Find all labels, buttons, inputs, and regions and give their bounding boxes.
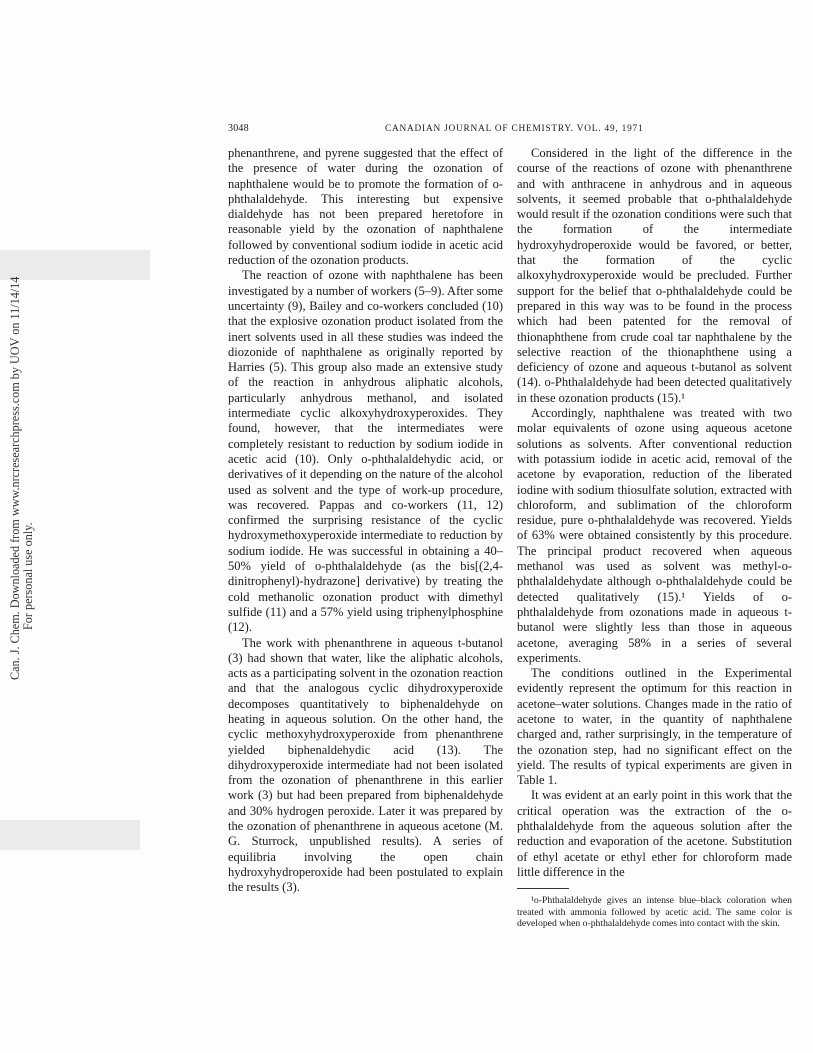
paragraph: phenanthrene, and pyrene suggested that the effect of the presence of water during the ozonation of naphthalene would be to promote the formation of o-phthalaldehyde. This interesting but expensive dialdehyde has not been prepared heretofore in reasonable yield by the ozonation of naphthalene followed by conventional sodium iodide in acetic acid reduction of the ozonation products. [228, 146, 503, 268]
paragraph: Accordingly, naphthalene was treated with two molar equivalents of ozone using aqueous acetone solutions as solvents. After conventional reduction with potassium iodide in acetic acid, removal of the acetone by evaporation, reduction of the liberated iodine with sodium thiosulfate solution, extracted with chloroform, and sublimation of the chloroform residue, pure o-phthalaldehyde was recovered. Yields of 63% were obtained consistently by this procedure. The principal product recovered when aqueous methanol was used as solvent was methyl-o-phthalaldehydate although o-phthalaldehyde could be detected qualitatively (15).¹ Yields of o-phthalaldehyde from ozonations made in aqueous t-butanol were slightly less than those in aqueous acetone, averaging 58% in a series of several experiments. [517, 406, 792, 665]
footnote-rule [517, 888, 569, 889]
paragraph: The reaction of ozone with naphthalene has been investigated by a number of workers (5–9). After some uncertainty (9), Bailey and co-workers concluded (10) that the explosive ozonation product isolated from the inert solvents used in all these studies was indeed the diozonide of naphthalene as originally reported by Harries (5). This group also made an extensive study of the reaction in anhydrous aliphatic alcohols, particularly anhydrous methanol, and isolated intermediate cyclic alkoxyhydroxyperoxides. They found, however, that the intermediates were completely resistant to reduction by sodium iodide in acetic acid (10). Only o-phthalaldehydic acid, or derivatives of it depending on the nature of the alcohol used as solvent and the type of work-up procedure, was recovered. Pappas and co-workers (11, 12) confirmed the surprising resistance of the cyclic hydroxymethoxyperoxide intermediate to reduction by sodium iodide. He was successful in obtaining a 40–50% yield of o-phthalaldehyde (as the bis[(2,4-dinitrophenyl)-hydrazone] derivative) by treating the cold methanolic ozonation product with dimethyl sulfide (11) and a 57% yield using triphenylphosphine (12). [228, 268, 503, 635]
running-head: CANADIAN JOURNAL OF CHEMISTRY. VOL. 49, 1971 [385, 124, 644, 134]
paragraph: The conditions outlined in the Experimental evidently represent the optimum for this reaction in acetone–water solutions. Changes made in the ratio of acetone to water, in the quantity of naphthalene charged and, rather surprisingly, in the temperature of the ozonation step, had no significant effect on the yield. The results of typical experiments are given in Table 1. [517, 666, 792, 788]
paragraph: It was evident at an early point in this work that the critical operation was the extraction of the o-phthalaldehyde from the aqueous solution after the reduction and evaporation of the acetone. Substitution of ethyl acetate or ethyl ether for chloroform made little difference in the [517, 788, 792, 879]
scan-smudge [0, 820, 140, 850]
watermark-line-1: Can. J. Chem. Downloaded from www.nrcresearchpress.com by UOV on 11/14/14 [8, 276, 22, 680]
page-number: 3048 [228, 123, 249, 134]
scan-smudge [0, 250, 150, 280]
watermark-line-2: For personal use only. [21, 522, 35, 630]
download-watermark [8, 276, 35, 680]
footnote: ¹o-Phthalaldehyde gives an intense blue–black coloration when treated with ammonia followed by acetic acid. The same color is developed when o-phthalaldehyde comes into contact with the skin. [517, 895, 792, 930]
paragraph: The work with phenanthrene in aqueous t-butanol (3) had shown that water, like the aliphatic alcohols, acts as a participating solvent in the ozonation reaction and that the analogous cyclic dihydroxyperoxide decomposes quantitatively to biphenaldehyde on heating in aqueous solution. On the other hand, the cyclic methoxyhydroxyperoxide from phenanthrene yielded biphenaldehydic acid (13). The dihydroxyperoxide intermediate had not been isolated from the ozonation of phenanthrene in this earlier work (3) but had been prepared from biphenaldehyde and 30% hydrogen peroxide. Later it was prepared by the ozonation of phenanthrene in aqueous acetone (M. G. Sturrock, unpublished results). A series of equilibria involving the open chain hydroxyhydroperoxide had been postulated to explain the results (3). [228, 635, 503, 895]
paragraph: Considered in the light of the difference in the course of the reactions of ozone with phenanthrene and with anthracene in anhydrous and in aqueous solvents, it seemed probable that o-phthalaldehyde would result if the ozonation conditions were such that the formation of the intermediate hydroxyhydroperoxide would be favored, or better, that the formation of the cyclic alkoxyhydroxyperoxide would be precluded. Further support for the belief that o-phthalaldehyde could be prepared in this way was to be found in the process which had been patented for the removal of thionaphthene from crude coal tar naphthalene by the selective reaction of the thionaphthene using a deficiency of ozone and aqueous t-butanol as solvent (14). o-Phthalaldehyde had been detected qualitatively in these ozonation products (15).¹ [517, 146, 792, 405]
left-column [228, 146, 503, 896]
right-column [517, 146, 792, 930]
